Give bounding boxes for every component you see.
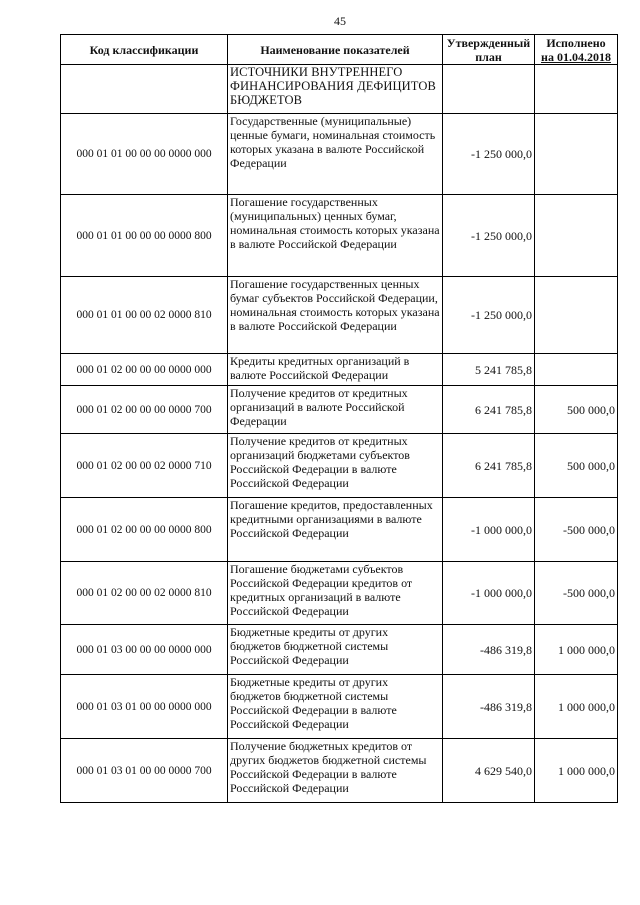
row-name: Получение кредитов от кредитных организаций в валюте Российской Федерации — [228, 386, 443, 434]
row-executed — [535, 195, 618, 277]
table-row — [61, 675, 618, 739]
column-header-code: Код классификации — [61, 35, 228, 65]
row-code — [61, 65, 228, 114]
row-code: 000 01 03 00 00 00 0000 000 — [61, 625, 228, 675]
row-plan: -486 319,8 — [443, 625, 535, 675]
row-name: Кредиты кредитных организаций в валюте Российской Федерации — [228, 354, 443, 386]
row-name: Погашение государственных ценных бумаг субъектов Российской Федерации, номинальная стоимость которых указана в валюте Российской Федерации — [228, 277, 443, 354]
row-executed: -500 000,0 — [535, 498, 618, 562]
row-code: 000 01 01 00 00 00 0000 800 — [61, 195, 228, 277]
row-plan: -1 250 000,0 — [443, 277, 535, 354]
table-row — [61, 195, 618, 277]
row-plan: -1 000 000,0 — [443, 562, 535, 625]
row-name: Получение кредитов от кредитных организаций бюджетами субъектов Российской Федерации в валюте Российской Федерации — [228, 434, 443, 498]
table-row — [61, 354, 618, 386]
row-name: Погашение бюджетами субъектов Российской Федерации кредитов от кредитных организаций в валюте Российской Федерации — [228, 562, 443, 625]
plan-header-line1: Утвержденный — [446, 35, 531, 50]
row-name: Погашение государственных (муниципальных) ценных бумаг, номинальная стоимость которых указана в валюте Российской Федерации — [228, 195, 443, 277]
table-row — [61, 386, 618, 434]
row-name: Бюджетные кредиты от других бюджетов бюджетной системы Российской Федерации в валюте Российской Федерации — [228, 675, 443, 739]
row-code: 000 01 03 01 00 00 0000 700 — [61, 739, 228, 803]
row-executed: 1 000 000,0 — [535, 625, 618, 675]
row-executed: 1 000 000,0 — [535, 739, 618, 803]
row-code: 000 01 01 00 00 02 0000 810 — [61, 277, 228, 354]
table-row — [61, 562, 618, 625]
row-executed: 500 000,0 — [535, 386, 618, 434]
column-header-plan — [443, 35, 535, 65]
row-plan: 6 241 785,8 — [443, 386, 535, 434]
row-executed: 500 000,0 — [535, 434, 618, 498]
row-executed: -500 000,0 — [535, 562, 618, 625]
row-code: 000 01 02 00 00 00 0000 800 — [61, 498, 228, 562]
page-number: 45 — [334, 14, 346, 28]
row-plan: 4 629 540,0 — [443, 739, 535, 803]
row-name: Государственные (муниципальные) ценные бумаги, номинальная стоимость которых указана в валюте Российской Федерации — [228, 114, 443, 195]
row-plan: -1 000 000,0 — [443, 498, 535, 562]
row-code: 000 01 02 00 00 02 0000 810 — [61, 562, 228, 625]
table-row — [61, 114, 618, 195]
row-plan: 6 241 785,8 — [443, 434, 535, 498]
table-header-row — [61, 35, 618, 65]
table-row — [61, 498, 618, 562]
row-plan: 5 241 785,8 — [443, 354, 535, 386]
table-row — [61, 739, 618, 803]
row-code: 000 01 02 00 00 00 0000 700 — [61, 386, 228, 434]
row-executed — [535, 114, 618, 195]
row-name: ИСТОЧНИКИ ВНУТРЕННЕГО ФИНАНСИРОВАНИЯ ДЕФИЦИТОВ БЮДЖЕТОВ — [228, 65, 443, 114]
classification-table — [60, 34, 618, 803]
row-name: Получение бюджетных кредитов от других бюджетов бюджетной системы Российской Федерации в валюте Российской Федерации — [228, 739, 443, 803]
row-code: 000 01 01 00 00 00 0000 000 — [61, 114, 228, 195]
column-header-executed — [535, 35, 618, 65]
row-code: 000 01 02 00 00 02 0000 710 — [61, 434, 228, 498]
column-header-name: Наименование показателей — [228, 35, 443, 65]
table-row — [61, 65, 618, 114]
row-executed — [535, 354, 618, 386]
row-name: Погашение кредитов, предоставленных кредитными организациями в валюте Российской Федерации — [228, 498, 443, 562]
row-name: Бюджетные кредиты от других бюджетов бюджетной системы Российской Федерации — [228, 625, 443, 675]
plan-header-line2: план — [475, 49, 502, 64]
row-executed — [535, 65, 618, 114]
table-row — [61, 277, 618, 354]
row-plan — [443, 65, 535, 114]
row-executed: 1 000 000,0 — [535, 675, 618, 739]
table-row — [61, 625, 618, 675]
exec-header-line1: Исполнено — [546, 35, 606, 50]
row-code: 000 01 02 00 00 00 0000 000 — [61, 354, 228, 386]
row-plan: -1 250 000,0 — [443, 114, 535, 195]
row-executed — [535, 277, 618, 354]
row-plan: -486 319,8 — [443, 675, 535, 739]
row-code: 000 01 03 01 00 00 0000 000 — [61, 675, 228, 739]
row-plan: -1 250 000,0 — [443, 195, 535, 277]
table-row — [61, 434, 618, 498]
exec-header-line2: на 01.04.2018 — [541, 49, 611, 64]
